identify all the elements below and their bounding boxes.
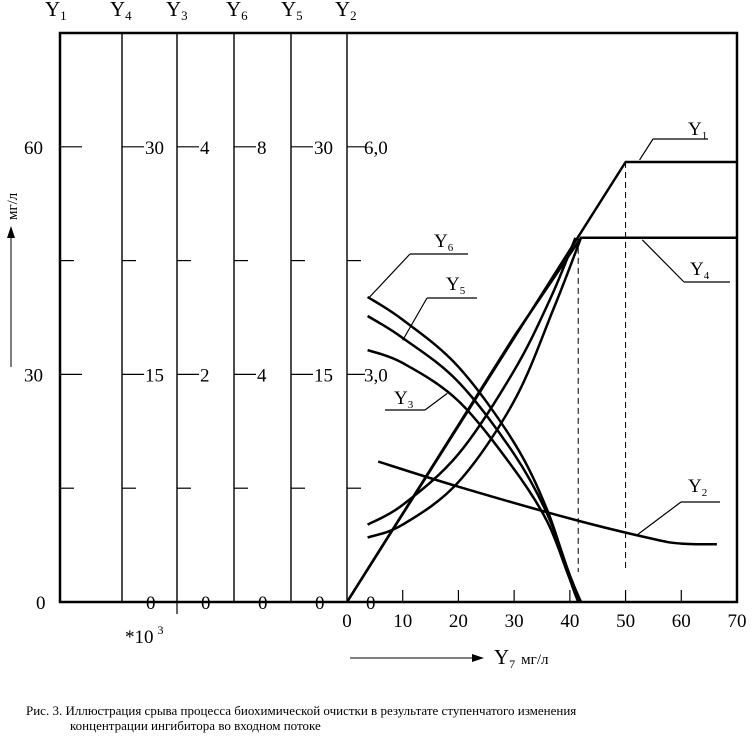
x-axis-label: Y7 мг/л (494, 645, 549, 671)
scale-tick-label-y3-2: 0 (201, 593, 211, 614)
label-leader-y6 (370, 254, 410, 297)
series-y6 (368, 297, 579, 602)
scale-tick-label-y5-1: 15 (314, 365, 333, 387)
scale-tick-label-y2-0: 6,0 (364, 137, 388, 159)
series-label-y5: $Y_5$ (446, 274, 466, 297)
scale-header-y1: Y1 (45, 0, 67, 23)
scale-tick-label-y4-2: 0 (146, 593, 156, 614)
series-y1 (347, 162, 737, 602)
x-tick-label-40: 40 (560, 611, 580, 632)
figure-caption (26, 703, 746, 733)
label-leader-y1 (640, 139, 653, 160)
scale-header-y6: Y6 (226, 0, 248, 23)
scale-tick-label-y6-0: 8 (257, 137, 267, 159)
scale-header-y3: Y3 (166, 0, 188, 23)
x-tick-label-30: 30 (504, 611, 524, 632)
scale-tick-label-y2-2: 0 (366, 593, 376, 614)
x-tick-label-0: 0 (342, 611, 352, 632)
x-arrow-head (472, 654, 484, 662)
scale-tick-label-y6-2: 0 (258, 593, 268, 614)
scale-header-y2: Y2 (335, 0, 357, 23)
series-label-y4: $Y_4$ (690, 259, 710, 282)
scale-header-y5: Y5 (281, 0, 303, 23)
series-label-y2: $Y_2$ (688, 476, 708, 499)
scale-tick-label-y1-2: 0 (36, 593, 46, 614)
scale-tick-label-y4-0: 30 (145, 137, 164, 159)
label-leader-y2 (637, 502, 681, 535)
scale-header-y4: Y4 (110, 0, 132, 23)
label-leader-y3 (425, 393, 447, 410)
y-arrow-head (7, 226, 15, 238)
scale-tick-label-y4-1: 15 (145, 365, 164, 387)
x-tick-label-10: 10 (393, 611, 413, 632)
series-label-y3: $Y_3$ (394, 388, 414, 411)
scale-tick-label-y1-0: 60 (24, 137, 43, 159)
series-label-y1: $Y_1$ (688, 119, 708, 142)
series-group (347, 162, 737, 602)
scale-tick-label-y2-1: 3,0 (364, 365, 388, 387)
series-label-y6: $Y_6$ (434, 231, 454, 254)
labels-group (370, 119, 730, 535)
x-tick-label-70: 70 (727, 611, 747, 632)
scale-tick-label-y6-1: 4 (257, 365, 267, 387)
scale-tick-label-y5-2: 0 (315, 593, 325, 614)
series-y5 (368, 316, 581, 602)
y-axis-label: мг/л (5, 192, 21, 220)
multiplier-label: *10 $^3$ (125, 623, 164, 648)
scale-axes (5, 0, 747, 671)
scale-tick-label-y3-0: 4 (200, 137, 210, 159)
x-tick-label-20: 20 (448, 611, 468, 632)
x-tick-label-50: 50 (616, 611, 636, 632)
scale-tick-label-y3-1: 2 (200, 365, 210, 387)
x-tick-label-60: 60 (671, 611, 691, 632)
scale-tick-label-y1-1: 30 (24, 365, 43, 387)
caption-line-2: концентрации ингибитора во входном потоке (70, 718, 321, 733)
label-leader-y4 (642, 240, 684, 282)
scale-tick-label-y5-0: 30 (314, 137, 333, 159)
caption-line-1: Рис. 3. Иллюстрация срыва процесса биохимической очистки в результате ступенчатого изменения (26, 703, 577, 718)
